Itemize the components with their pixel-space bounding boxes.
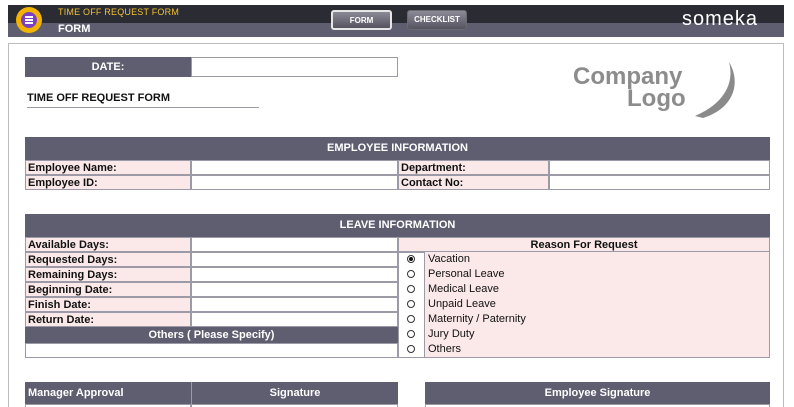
radio-icon[interactable] (407, 285, 415, 293)
menu-icon[interactable] (16, 7, 42, 33)
signature-header: Signature (191, 382, 398, 404)
reason-label: Vacation (428, 253, 470, 265)
employee-info-header: EMPLOYEE INFORMATION (25, 137, 770, 160)
manager-approval-header: Manager Approval (25, 382, 191, 404)
radio-icon[interactable] (407, 315, 415, 323)
department-label: Department: (398, 160, 549, 175)
app-toolbar (8, 5, 784, 37)
radio-selected-icon[interactable] (407, 255, 415, 263)
contact-label: Contact No: (398, 175, 549, 190)
available-days-input[interactable] (191, 237, 398, 252)
checklist-button[interactable]: CHECKLIST (407, 10, 467, 30)
reason-option-maternity-paternity[interactable] (398, 312, 770, 327)
requested-days-input[interactable] (191, 252, 398, 267)
logo-text-line1: Company (573, 63, 683, 90)
radio-icon[interactable] (407, 345, 415, 353)
reason-label: Unpaid Leave (428, 298, 496, 310)
reason-option-jury-duty[interactable] (398, 327, 770, 342)
contact-input[interactable] (549, 175, 770, 190)
remaining-days-input[interactable] (191, 267, 398, 282)
return-date-input[interactable] (191, 312, 398, 327)
reason-label: Jury Duty (428, 328, 475, 340)
brand-logo: someka (681, 8, 758, 30)
radio-icon[interactable] (407, 300, 415, 308)
employee-signature-header: Employee Signature (425, 382, 770, 404)
reason-list (398, 252, 770, 358)
company-logo (565, 56, 745, 122)
radio-icon[interactable] (407, 330, 415, 338)
form-title: TIME OFF REQUEST FORM (27, 92, 259, 108)
logo-text-line2: Logo (627, 85, 686, 112)
reason-option-others[interactable] (398, 342, 770, 357)
leave-info-header: LEAVE INFORMATION (25, 214, 770, 237)
date-label: DATE: (25, 57, 191, 77)
app-title: TIME OFF REQUEST FORM (58, 7, 180, 17)
form-button[interactable]: FORM (331, 10, 392, 30)
beginning-date-input[interactable] (191, 282, 398, 297)
finish-date-label: Finish Date: (25, 297, 191, 312)
others-specify-input[interactable] (25, 343, 398, 358)
radio-dot-icon (409, 257, 413, 261)
date-input[interactable] (191, 57, 398, 77)
reason-label: Personal Leave (428, 268, 505, 280)
requested-days-label: Requested Days: (25, 252, 191, 267)
return-date-label: Return Date: (25, 312, 191, 327)
employee-name-input[interactable] (191, 160, 398, 175)
toolbar-band (8, 23, 784, 37)
finish-date-input[interactable] (191, 297, 398, 312)
logo-swoosh (695, 62, 735, 118)
department-input[interactable] (549, 160, 770, 175)
reason-label: Maternity / Paternity (428, 313, 526, 325)
reason-label: Others (428, 343, 462, 355)
reason-option-medical-leave[interactable] (398, 282, 770, 297)
beginning-date-label: Beginning Date: (25, 282, 191, 297)
reason-option-vacation[interactable] (398, 252, 770, 267)
remaining-days-label: Remaining Days: (25, 267, 191, 282)
radio-icon[interactable] (407, 270, 415, 278)
others-specify-header: Others ( Please Specify) (25, 327, 398, 343)
app-subtitle: FORM (58, 23, 91, 35)
reason-option-personal-leave[interactable] (398, 267, 770, 282)
reason-header: Reason For Request (399, 238, 769, 252)
employee-name-label: Employee Name: (25, 160, 191, 175)
employee-id-input[interactable] (191, 175, 398, 190)
available-days-label: Available Days: (25, 237, 191, 252)
reason-option-unpaid-leave[interactable] (398, 297, 770, 312)
employee-id-label: Employee ID: (25, 175, 191, 190)
reason-label: Medical Leave (428, 283, 499, 295)
form-sheet (8, 43, 784, 407)
